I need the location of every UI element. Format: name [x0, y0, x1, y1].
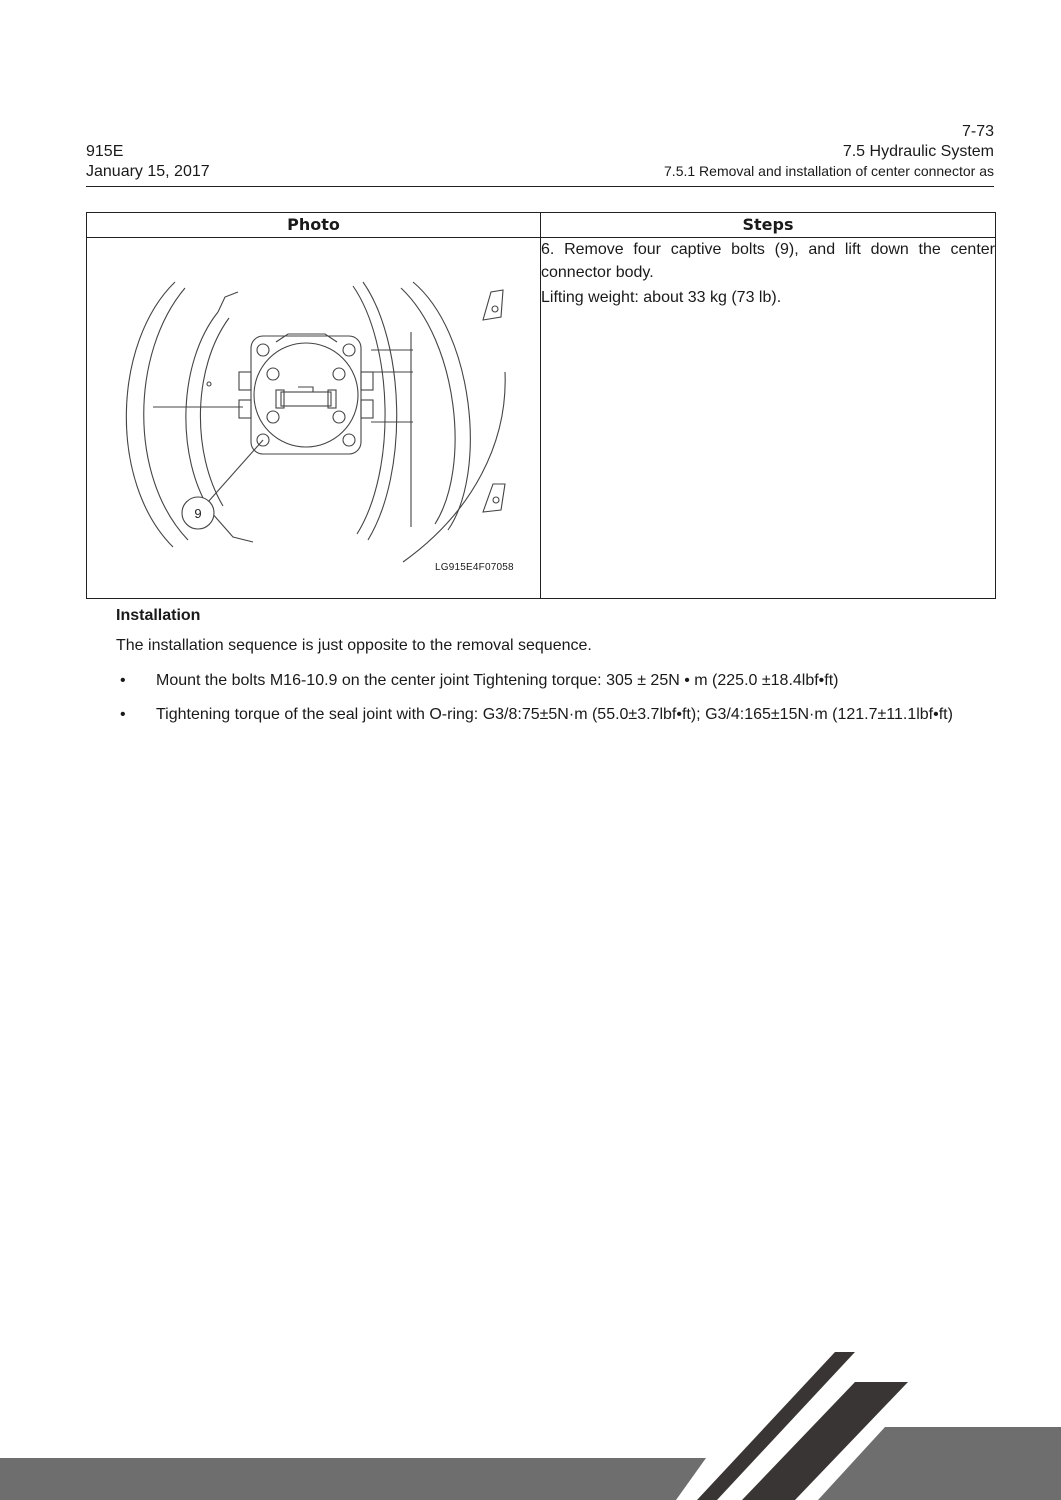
footer-decoration	[0, 1350, 1061, 1500]
installation-bullets	[116, 669, 994, 737]
figure-code: LG915E4F07058	[435, 562, 514, 573]
table-row	[87, 238, 996, 599]
steps-cell	[541, 238, 996, 599]
bullet-text: Tightening torque of the seal joint with O-ring: G3/8:75±5N·m (55.0±3.7lbf•ft); G3/4:165±15N·m (121.7±11.1lbf•ft)	[156, 706, 953, 723]
header-left	[86, 142, 210, 182]
header-divider	[86, 186, 994, 187]
header-right	[664, 122, 994, 181]
list-item	[116, 669, 994, 692]
center-connector-figure	[113, 272, 513, 572]
lifting-weight-text: Lifting weight: about 33 kg (73 lb).	[541, 289, 782, 306]
photo-column-header: Photo	[87, 213, 541, 238]
installation-intro: The installation sequence is just opposite to the removal sequence.	[116, 637, 592, 654]
section-title: 7.5 Hydraulic System	[842, 143, 994, 160]
photo-cell	[87, 238, 541, 599]
model-label: 915E	[86, 143, 124, 160]
step-text: 6. Remove four captive bolts (9), and lift down the center connector body.	[541, 241, 995, 281]
callout-label: 9	[194, 506, 202, 521]
bullet-text: Mount the bolts M16-10.9 on the center joint Tightening torque: 305 ± 25N • m (225.0 ±18.4lbf•ft)	[156, 672, 839, 689]
table-header-row	[87, 213, 996, 238]
installation-heading: Installation	[116, 607, 201, 624]
date-label: January 15, 2017	[86, 163, 210, 180]
subsection-title: 7.5.1 Removal and installation of center connector as	[664, 163, 994, 179]
footer-band-right	[818, 1427, 1061, 1500]
footer-band-left	[0, 1458, 706, 1500]
steps-column-header: Steps	[541, 213, 996, 238]
bullet-icon: •	[120, 706, 126, 723]
list-item	[116, 703, 994, 726]
procedure-table	[86, 212, 996, 599]
bullet-icon: •	[120, 672, 126, 689]
page-number: 7-73	[961, 123, 994, 140]
